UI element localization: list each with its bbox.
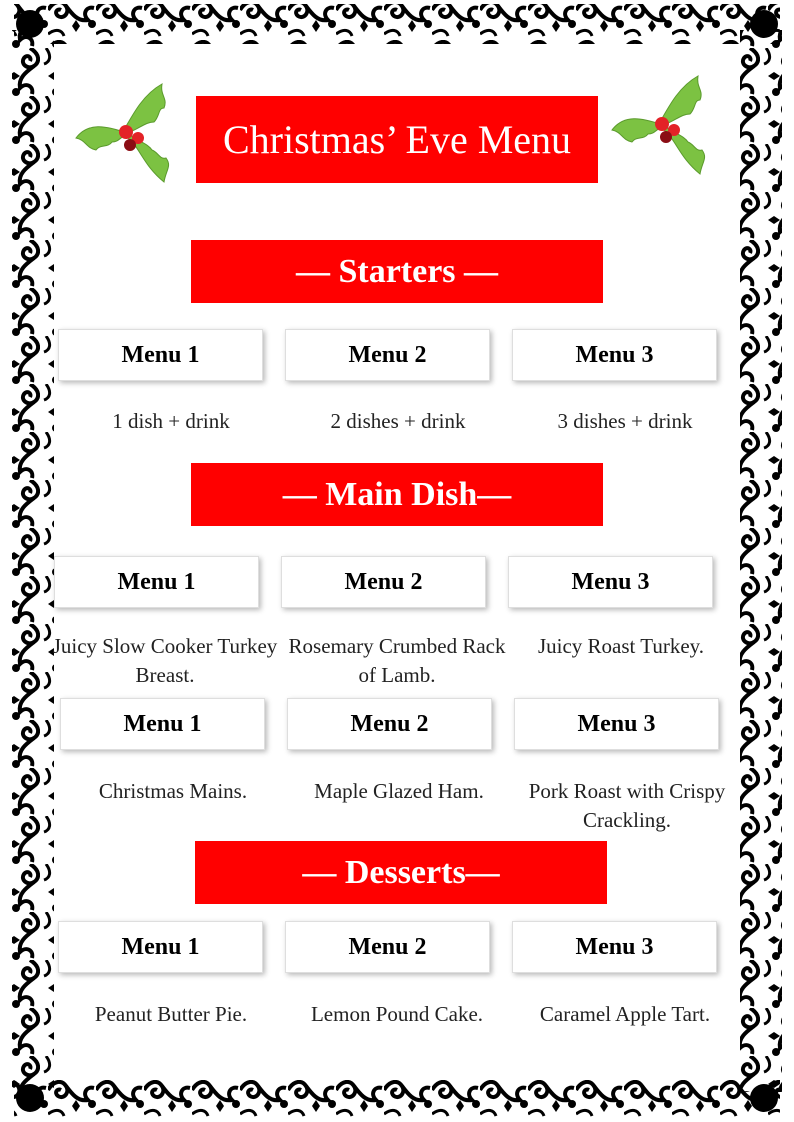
menu-label: Menu 3	[508, 556, 713, 608]
menu-label: Menu 1	[58, 921, 263, 973]
holly-icon	[610, 74, 710, 178]
menu-description: Maple Glazed Ham.	[314, 779, 484, 803]
menu-description: 1 dish + drink	[112, 409, 230, 433]
menu-description: Juicy Roast Turkey.	[537, 634, 705, 658]
section-heading-starters: — Starters —	[191, 240, 603, 303]
menu-description: Lemon Pound Cake.	[310, 1002, 484, 1026]
page-title: Christmas’ Eve Menu	[196, 96, 598, 183]
menu-description: Peanut Butter Pie.	[94, 1002, 248, 1026]
holly-icon	[74, 82, 174, 186]
section-heading-main-dish: — Main Dish—	[191, 463, 603, 526]
menu-description: Pork Roast with Crispy Crackling.	[528, 779, 726, 832]
menu-label: Menu 1	[58, 329, 263, 381]
menu-label: Menu 3	[514, 698, 719, 750]
menu-label: Menu 3	[512, 921, 717, 973]
menu-label: Menu 1	[60, 698, 265, 750]
menu-description: Juicy Slow Cooker Turkey Breast.	[52, 634, 278, 687]
menu-label: Menu 2	[281, 556, 486, 608]
menu-description: Rosemary Crumbed Rack of Lamb.	[288, 634, 506, 687]
menu-description: Christmas Mains.	[98, 779, 248, 803]
menu-label: Menu 3	[512, 329, 717, 381]
menu-label: Menu 2	[285, 329, 490, 381]
menu-label: Menu 2	[285, 921, 490, 973]
menu-description: Caramel Apple Tart.	[539, 1002, 711, 1026]
section-heading-desserts: — Desserts—	[195, 841, 607, 904]
menu-label: Menu 2	[287, 698, 492, 750]
menu-description: 2 dishes + drink	[330, 409, 466, 433]
menu-description: 3 dishes + drink	[557, 409, 693, 433]
menu-label: Menu 1	[54, 556, 259, 608]
